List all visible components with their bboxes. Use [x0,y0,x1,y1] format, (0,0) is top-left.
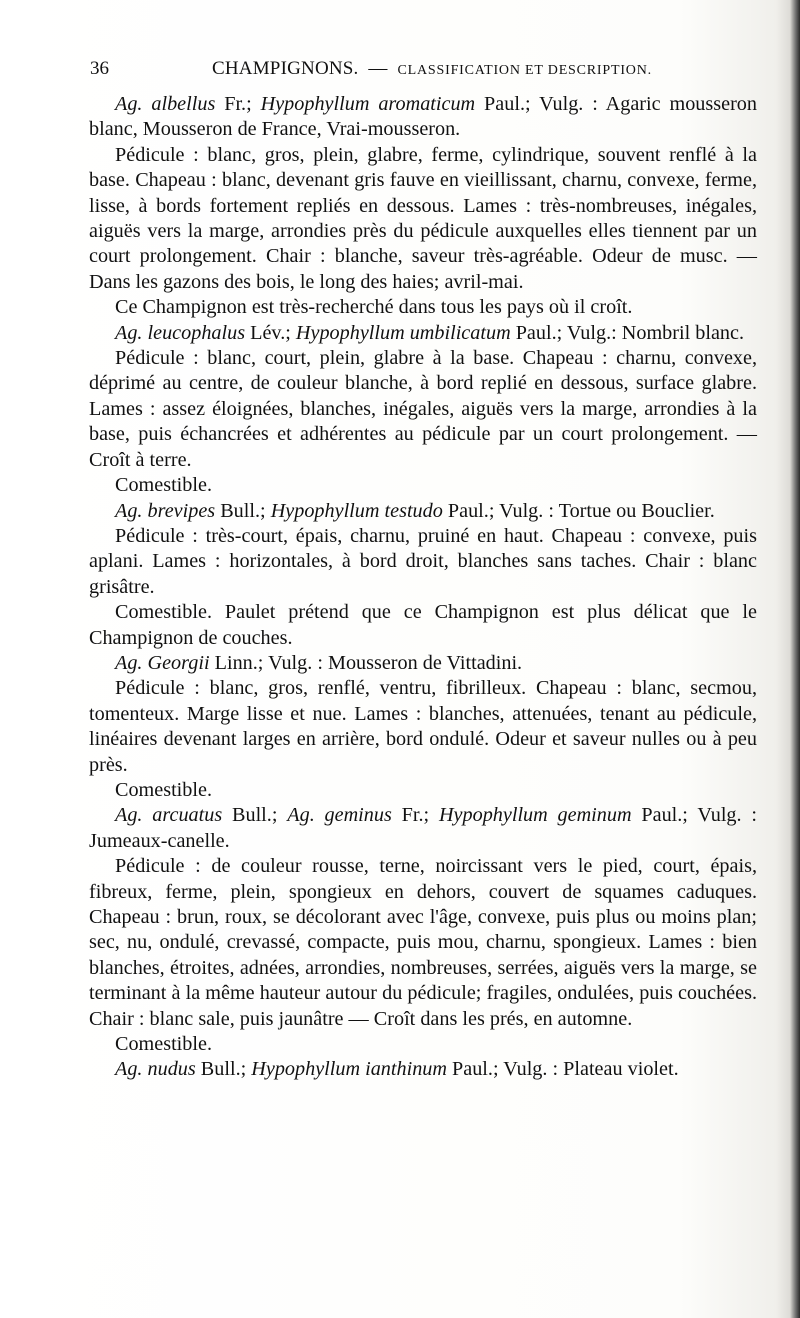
species-heading [89,92,757,143]
species-heading [89,499,757,524]
running-header [90,58,770,84]
species-heading-text: Paul.; Vulg. : Jumeaux-canelle. [89,804,757,852]
header-subtitle: CLASSIFICATION ET DESCRIPTION. [397,63,652,78]
species-heading [89,803,757,854]
species-description: Pédicule : de couleur rousse, terne, noircissant vers le pied, court, épais, fibreux, ferme, plein, spongieux en dehors, couvert de squames caduques. Chapeau : brun, roux, se décolorant avec l'âge, convexe, puis plus ou moins plan; sec, nu, ondulé, crevassé, compacte, puis mou, charnu, spongieux. Lames : bien blanches, étroites, adnées, arrondies, nombreuses, serrées, aiguës vers la marge, se terminant à la même hauteur autour du pédicule; fragiles, ondulées, puis couchées. Chair : blanc sale, puis jaunâtre — Croît dans les prés, en automne. [89,855,757,1030]
species-heading [89,651,757,676]
species-heading-text: Bull.; [222,804,288,827]
species-name: Ag. brevipes [115,499,216,522]
species-heading-text: Bull.; [195,1058,252,1081]
species-name: Hypophyllum ianthinum [251,1058,447,1081]
species-name: Ag. nudus [115,1058,196,1081]
species-note: Comestible. [115,1033,213,1056]
header-separator: — [368,58,388,79]
species-heading-text: Paul.; Vulg. : Tortue ou Bouclier. [442,499,715,522]
species-heading [89,321,757,346]
species-name: Ag. leucophalus [115,321,246,344]
species-note: Comestible. Paulet prétend que ce Champignon est plus délicat que le Champignon de couches. [89,601,757,649]
running-title [212,58,652,80]
species-description: Pédicule : blanc, gros, renflé, ventru, fibrilleux. Chapeau : blanc, secmou, tomenteux. Marge lisse et nue. Lames : blanches, attenuées, tenant au pédicule, linéaires devenant larges en arrière, bord ondulé. Odeur et saveur nulles ou à peu près. [89,677,757,776]
species-heading-text: Fr.; [215,93,261,115]
species-heading-text: Paul.; Vulg. : Agaric mousseron blanc, Mousseron de France, Vrai-mousseron. [89,93,757,141]
species-name: Hypophyllum aromaticum [260,93,476,115]
species-name: Hypophyllum geminum [438,804,632,827]
species-name: Ag. arcuatus [115,804,223,827]
species-heading-text: Bull.; [215,499,271,522]
species-heading [89,1057,757,1082]
species-note: Ce Champignon est très-recherché dans tous les pays où il croît. [115,296,633,319]
species-name: Hypophyllum testudo [270,499,443,522]
header-title: CHAMPIGNONS. [212,58,359,79]
species-description: Pédicule : blanc, court, plein, glabre à la base. Chapeau : charnu, convexe, déprimé au centre, de couleur blanche, à bord replié en dessous, surface glabre. Lames : assez éloignées, blanches, inégales, aiguës vers la marge, arrondies à la base, puis échancrées et adhérentes au pédicule par un court prolongement. — Croît à terre. [89,347,757,471]
species-name: Ag. Georgii [115,651,210,674]
body-text [89,92,757,1083]
species-note: Comestible. [115,778,213,801]
species-description: Pédicule : blanc, gros, plein, glabre, ferme, cylindrique, souvent renflé à la base. Chapeau : blanc, devenant gris fauve en vieillissant, charnu, convexe, ferme, lisse, à bords fortement repliés en dessous. Lames : très-nombreuses, inégales, aiguës vers la marge, arrondies près du pédicule auxquelles elles tiennent par un court prolongement. Chair : blanche, saveur très-agréable. Odeur de musc. — Dans les gazons des bois, le long des haies; avril-mai. [89,143,757,293]
species-note: Comestible. [115,474,213,497]
species-heading-text: Paul.; Vulg. : Plateau violet. [446,1058,679,1081]
species-heading-text: Paul.; Vulg.: Nombril blanc. [510,321,745,344]
species-name: Ag. albellus [115,93,216,115]
page-number: 36 [90,58,109,79]
page-binding-edge [790,0,800,1318]
species-name: Ag. geminus [287,804,392,827]
species-description: Pédicule : très-court, épais, charnu, pruiné en haut. Chapeau : convexe, puis aplani. Lames : horizontales, à bord droit, blanches sans taches. Chair : blanc grisâtre. [89,524,757,598]
species-heading-text: Lév.; [245,321,296,344]
species-heading-text: Fr.; [391,804,439,827]
species-heading-text: Linn.; Vulg. : Mousseron de Vittadini. [209,651,523,674]
species-name: Hypophyllum umbilicatum [295,321,511,344]
